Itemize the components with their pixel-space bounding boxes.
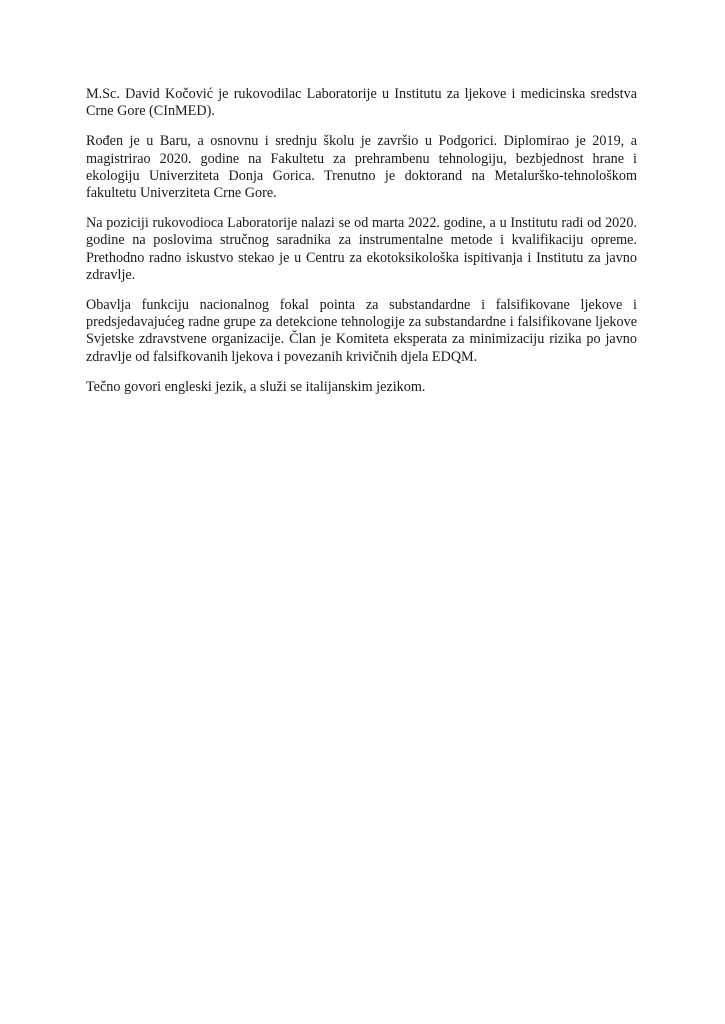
document-body [86,86,637,409]
paragraph-education: Rođen je u Baru, a osnovnu i srednju školu je završio u Podgorici. Diplomirao je 2019, a magistrirao 2020. godine na Fakultetu za prehrambenu tehnologiju, bezbjednost hrane i ekologiju Univerziteta Donja Gorica. Trenutno je doktorand na Metalurško-tehnološkom fakultetu Univerziteta Crne Gore. [86,133,637,202]
paragraph-functions: Obavlja funkciju nacionalnog fokal pointa za substandardne i falsifikovane ljekove i predsjedavajućeg radne grupe za detekcione tehnologije za substandardne i falsifikovane ljekove Svjetske zdravstvene organizacije. Član je Komiteta eksperata za minimizaciju rizika po javno zdravlje od falsifkovanih ljekova i povezanih krivičnih djela EDQM. [86,297,637,365]
paragraph-languages: Tečno govori engleski jezik, a služi se italijanskim jezikom. [86,378,426,395]
paragraph-position: Na poziciji rukovodioca Laboratorije nalazi se od marta 2022. godine, a u Institutu radi od 2020. godine na poslovima stručnog saradnika za instrumentalne metode i kvalifikaciju opreme. Prethodno radno iskustvo stekao je u Centru za ekotoksikološka ispitivanja i Institutu za javno zdravlje. [86,215,637,283]
paragraph-intro: M.Sc. David Kočović je rukovodilac Laboratorije u Institutu za ljekove i medicinska sredstva Crne Gore (CInMED). [86,86,637,120]
